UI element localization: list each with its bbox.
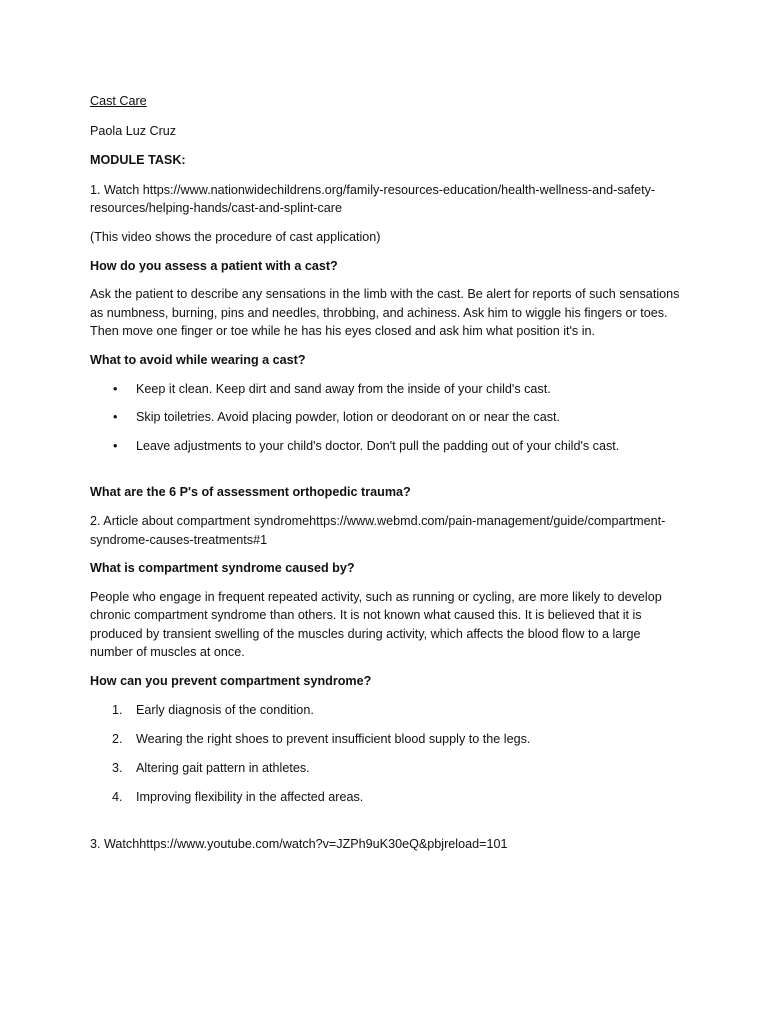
list-item	[90, 759, 680, 778]
question-avoid-cast: What to avoid while wearing a cast?	[90, 352, 306, 367]
bullet-icon: •	[113, 410, 118, 425]
document-title: Cast Care	[90, 94, 147, 108]
list-number: 3.	[112, 760, 123, 775]
prevent-list	[90, 701, 680, 807]
document-page	[90, 92, 680, 864]
list-item-text: Altering gait pattern in athletes.	[136, 760, 310, 775]
answer-compartment-cause: People who engage in frequent repeated activity, such as running or cycling, are more likely to develop chronic compartment syndrome than others. It is not known what caused this. It is believed that it is produced by transient swelling of the muscles during activity, which affects the blood flow to a large number of muscles at once.	[90, 589, 662, 660]
list-number: 4.	[112, 789, 123, 804]
bullet-icon: •	[113, 438, 118, 453]
list-item-text: Wearing the right shoes to prevent insufficient blood supply to the legs.	[136, 731, 531, 746]
task-item-3: 3. Watchhttps://www.youtube.com/watch?v=JZPh9uK30eQ&pbjreload=101	[90, 837, 508, 852]
list-item	[90, 437, 680, 456]
list-item-text: Leave adjustments to your child's doctor. Don't pull the padding out of your child's cast.	[136, 438, 620, 453]
list-item	[90, 408, 680, 427]
list-item-text: Early diagnosis of the condition.	[136, 702, 314, 717]
question-six-ps: What are the 6 P's of assessment orthopedic trauma?	[90, 485, 411, 500]
question-assess-cast: How do you assess a patient with a cast?	[90, 258, 338, 273]
task-item-2: 2. Article about compartment syndromehttps://www.webmd.com/pain-management/guide/compartment-syndrome-causes-treatments#1	[90, 513, 666, 547]
avoid-list	[90, 380, 680, 456]
author-name: Paola Luz Cruz	[90, 123, 177, 138]
module-task-heading: MODULE TASK:	[90, 153, 186, 168]
list-item	[90, 380, 680, 399]
answer-assess-cast: Ask the patient to describe any sensations in the limb with the cast. Be alert for reports of such sensations as numbness, burning, pins and needles, throbbing, and achiness. Ask him to wiggle his fingers or toes. Then move one finger or toe while he has his eyes closed and ask him what position it's in.	[90, 287, 680, 339]
list-item	[90, 701, 680, 720]
blank-line	[90, 465, 680, 483]
list-item-text: Skip toiletries. Avoid placing powder, lotion or deodorant on or near the cast.	[136, 410, 561, 425]
bullet-icon: •	[113, 381, 118, 396]
list-number: 2.	[112, 731, 123, 746]
question-prevent-compartment: How can you prevent compartment syndrome?	[90, 674, 372, 689]
question-compartment-cause: What is compartment syndrome caused by?	[90, 561, 355, 576]
blank-line	[90, 817, 680, 835]
list-item	[90, 788, 680, 807]
list-number: 1.	[112, 702, 123, 717]
list-item-text: Improving flexibility in the affected areas.	[136, 789, 364, 804]
task-item-1: 1. Watch https://www.nationwidechildrens.org/family-resources-education/health-wellness-and-safety-resources/helping-hands/cast-and-splint-care	[90, 182, 656, 216]
list-item-text: Keep it clean. Keep dirt and sand away from the inside of your child's cast.	[136, 381, 551, 396]
task-item-1-note: (This video shows the procedure of cast application)	[90, 229, 381, 244]
list-item	[90, 730, 680, 749]
